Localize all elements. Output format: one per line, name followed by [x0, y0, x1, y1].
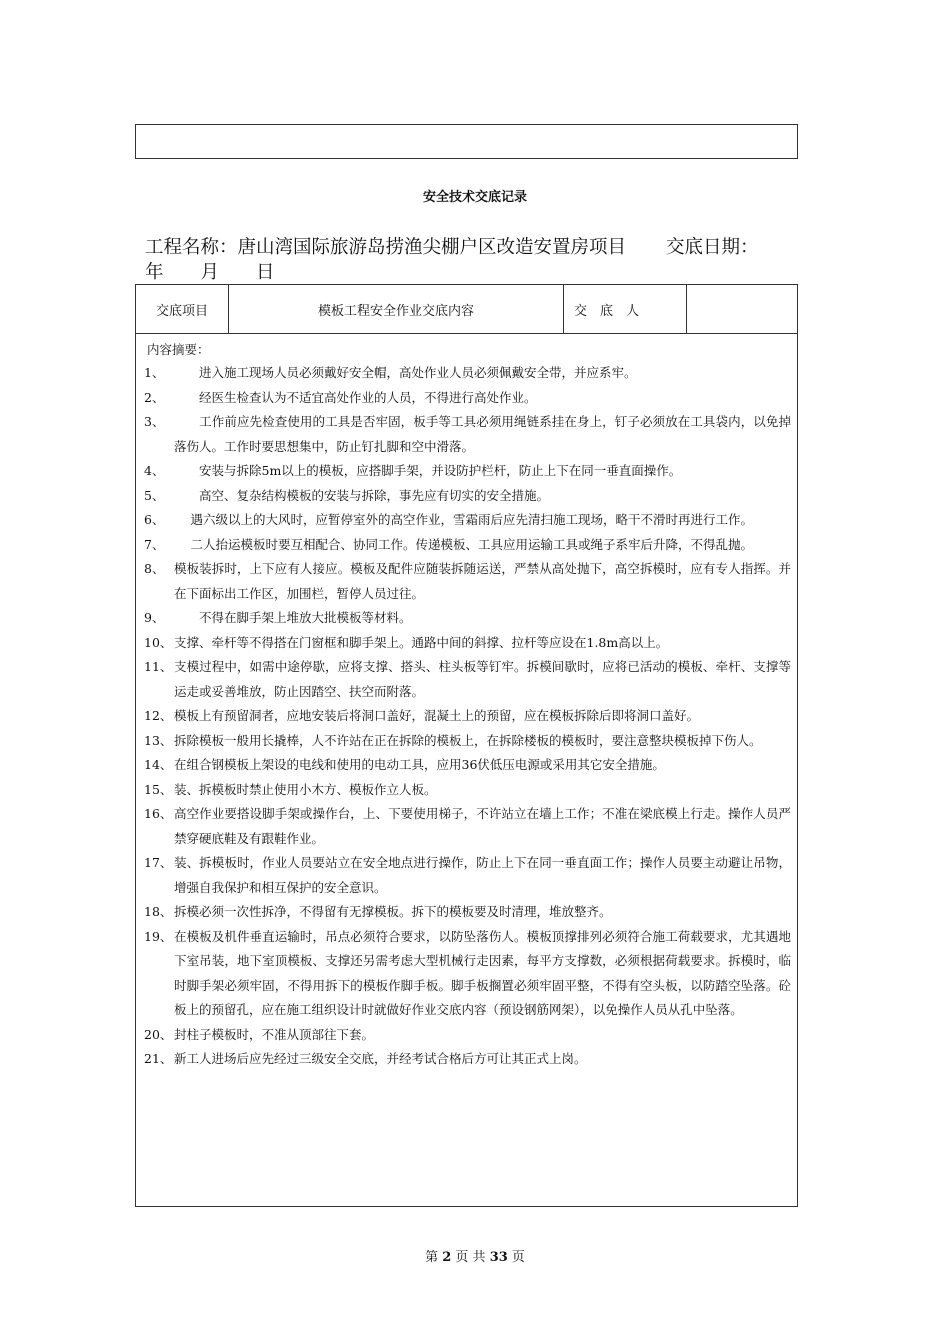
project-name: 工程名称：唐山湾国际旅游岛捞渔尖棚户区改造安置房项目 — [145, 237, 627, 258]
date-label: 交底日期： — [666, 237, 759, 258]
item-number: 8、 — [144, 561, 165, 576]
list-item — [144, 729, 791, 754]
item-number: 2、 — [144, 389, 165, 405]
list-item — [144, 851, 791, 900]
page-footer: 第 2 页 共 33 页 — [425, 1250, 525, 1265]
item-label-cell: 交底项目 — [136, 285, 229, 334]
item-text: 遇六级以上的大风时，应暂停室外的高空作业，雪霜雨后应先清扫施工现场，略干不滑时再进行工作。 — [174, 512, 753, 527]
item-text: 模板装拆时，上下应有人接应。模板及配件应随装拆随运送，严禁从高处抛下，高空拆模时，应有专人指挥。并在下面标出工作区，加围栏，暂停人员过往。 — [174, 561, 791, 601]
content-box — [135, 334, 798, 1207]
list-item — [144, 386, 791, 411]
list-item — [144, 410, 791, 459]
item-text: 经医生检查认为不适宜高处作业的人员，不得进行高处作业。 — [174, 389, 537, 405]
list-item — [144, 361, 791, 386]
date-fields: 年 月 日 — [145, 262, 275, 283]
item-text: 装、拆模板时，作业人员要站立在安全地点进行操作，防止上下在同一垂直面工作；操作人员要主动避让吊物，增强自我保护和相互保护的安全意识。 — [174, 855, 791, 895]
current-page: 2 — [442, 1250, 452, 1265]
item-text: 支模过程中，如需中途停歇，应将支撑、搭头、柱头板等钉牢。拆模间歇时，应将已活动的模板、牵杆、支撑等运走或妥善堆放，防止因踏空、扶空而附落。 — [174, 659, 791, 699]
item-text: 拆除模板一般用长撬棒，人不许站在正在拆除的模板上，在拆除楼板的模板时，要注意整块模板掉下伤人。 — [174, 732, 762, 748]
project-header — [145, 235, 805, 285]
item-number: 18、 — [144, 904, 173, 919]
content-items-list — [144, 361, 791, 1072]
list-item — [144, 557, 791, 606]
item-number: 14、 — [144, 757, 173, 772]
content-title: 内容摘要： — [147, 342, 210, 357]
item-number: 11、 — [144, 659, 173, 674]
list-item — [144, 631, 791, 656]
item-number: 21、 — [144, 1051, 173, 1066]
item-text: 不得在脚手架上堆放大批模板等材料。 — [174, 610, 412, 625]
item-text: 工作前应先检查使用的工具是否牢固，板手等工具必须用绳链系挂在身上，钉子必须放在工具袋内，以免掉落伤人。工作时要思想集中，防止钉扎脚和空中滑落。 — [174, 414, 791, 454]
item-number: 9、 — [144, 610, 165, 625]
list-item — [144, 533, 791, 558]
item-text: 二人抬运模板时要互相配合、协同工作。传递模板、工具应用运输工具或绳子系牢后升降，不得乱抛。 — [174, 536, 753, 552]
list-item — [144, 925, 791, 1023]
item-number: 17、 — [144, 855, 173, 870]
item-number: 5、 — [144, 487, 165, 503]
list-item — [144, 753, 791, 778]
list-item — [144, 900, 791, 925]
item-text: 新工人进场后应先经过三级安全交底，并经考试合格后方可让其正式上岗。 — [174, 1051, 587, 1066]
item-number: 12、 — [144, 708, 173, 723]
person-value-cell — [687, 285, 798, 334]
item-value-cell: 模板工程安全作业交底内容 — [229, 285, 564, 334]
list-item — [144, 508, 791, 533]
item-number: 1、 — [144, 365, 165, 380]
item-number: 7、 — [144, 536, 165, 552]
list-item — [144, 459, 791, 484]
item-number: 10、 — [144, 634, 173, 650]
item-number: 13、 — [144, 732, 173, 748]
item-text: 在模板及机件垂直运输时，吊点必须符合要求，以防坠落伤人。模板顶撑排列必须符合施工荷载要求，尤其遇地下室吊装，地下室顶模板、支撑还另需考虑大型机械行走因素，每平方支撑数，必须根据荷载要求。拆模时，临时脚手架必须牢固，不得用拆下的模板作脚手板。脚手板搁置必须牢固平整，不得有空头板，以防踏空坠落。砼板上的预留孔，应在施工组织设计时就做好作业交底内容（预设钢筋网架），以免操作人员从孔中坠落。 — [174, 928, 791, 1017]
item-text: 拆模必须一次性拆净，不得留有无撑模板。拆下的模板要及时清理，堆放整齐。 — [174, 904, 612, 919]
item-text: 高空作业要搭设脚手架或操作台，上、下要使用梯子，不许站立在墙上工作；不准在梁底模上行走。操作人员严禁穿硬底鞋及有跟鞋作业。 — [174, 806, 791, 846]
item-text: 支撑、牵杆等不得搭在门窗框和脚手架上。通路中间的斜撑、拉杆等应设在1.8m高以上。 — [174, 634, 669, 650]
item-number: 20、 — [144, 1026, 173, 1042]
item-number: 6、 — [144, 512, 165, 527]
total-pages: 33 — [489, 1250, 508, 1265]
item-text: 安装与拆除5m以上的模板，应搭脚手架，并设防护栏杆，防止上下在同一垂直面操作。 — [174, 463, 682, 478]
header-table — [135, 284, 798, 334]
list-item — [144, 778, 791, 803]
list-item — [144, 655, 791, 704]
item-number: 15、 — [144, 781, 173, 797]
list-item — [144, 1023, 791, 1048]
item-text: 进入施工现场人员必须戴好安全帽，高处作业人员必须佩戴安全带，并应系牢。 — [174, 365, 637, 380]
list-item — [144, 802, 791, 851]
list-item — [144, 484, 791, 509]
top-empty-box — [135, 124, 798, 159]
list-item — [144, 704, 791, 729]
item-text: 在组合钢模板上架设的电线和使用的电动工具，应用36伏低压电源或采用其它安全措施。 — [174, 757, 665, 772]
item-number: 19、 — [144, 928, 173, 944]
list-item — [144, 606, 791, 631]
item-text: 模板上有预留洞者，应地安装后将洞口盖好，混凝土上的预留，应在模板拆除后即将洞口盖好。 — [174, 708, 700, 723]
item-number: 16、 — [144, 806, 173, 821]
item-number: 3、 — [144, 414, 165, 429]
person-label-cell: 交 底 人 — [564, 285, 687, 334]
item-text: 封柱子模板时，不准从顶部往下套。 — [174, 1026, 375, 1042]
item-number: 4、 — [144, 463, 165, 478]
list-item — [144, 1047, 791, 1072]
item-text: 高空、复杂结构模板的安装与拆除，事先应有切实的安全措施。 — [174, 487, 550, 503]
document-title: 安全技术交底记录 — [422, 190, 527, 205]
item-text: 装、拆模板时禁止使用小木方、模板作立人板。 — [174, 781, 437, 797]
